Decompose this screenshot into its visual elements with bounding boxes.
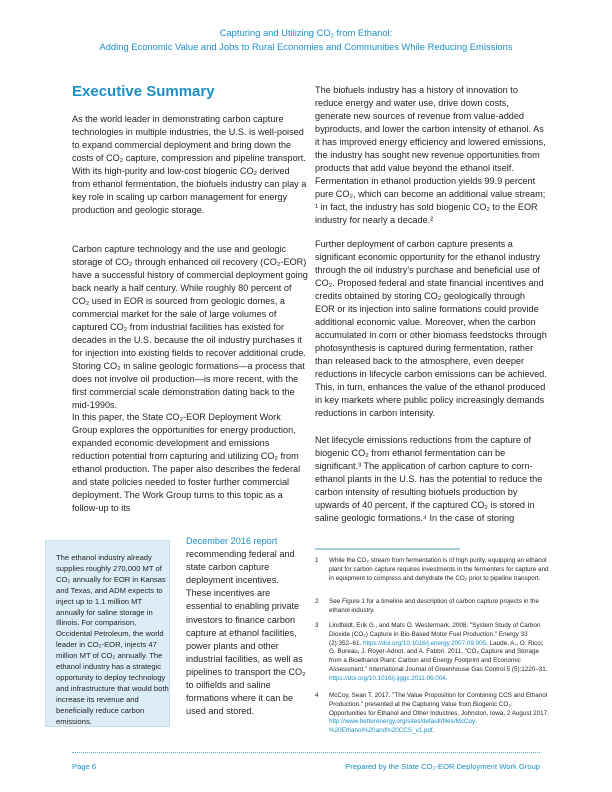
left-paragraph-3-continued: December 2016 report recommending federal and state carbon capture deployment incentives. These incentives are essential to enabling private investors to finance carbon capture at ethanol facilities, power plants and other industrial facilities, as well as pipelines to transport the CO₂ to oilfields and saline formations where it can be used and stored. — [186, 536, 306, 717]
left-paragraph-3: In this paper, the State CO₂-EOR Deployment Work Group explores the opportunities for energy production, expanded economic development and emissions reduction potential from capturing and utilizing CO₂ from ethanol production. The paper also describes the federal and state policies needed to foster further commercial deployment. The Work Group turns to this topic as a follow-up to its — [72, 412, 301, 513]
footer-divider — [72, 752, 540, 753]
header-title-line2: Adding Economic Value and Jobs to Rural Economies and Communities While Reducing Emissions — [99, 41, 513, 52]
header-title-line1: Capturing and Utilizing $CO_2$ from Ethanol: — [219, 27, 393, 40]
footnote-3: 3 Lindfeldt, Erik G., and Mats O. Westermark. 2008. "System Study of Carbon Dioxide (CO₂) Capture in Bio-Based Motor Fuel Production." Energy 33 (2):352–61. https://doi.org/10.1016/j.energy.2007.09.005. Laude, A., O. Ricci, G. Bureau, J. Royer-Adnot, and A. Fabbri. 2011. "CO₂ Capture and Storage from a Bioethanol Plant: Carbon and Energy Footprint and Economic Assessment." International Journal of Greenhouse Gas Control 5 (5):1220–31. https://doi.org/10.1016/j.ijggc.2011.06.004. — [315, 622, 548, 682]
section-heading: Executive Summary — [72, 83, 215, 100]
betterenergy-pdf-link[interactable]: http://www.betterenergy.org/sites/default/files/McCoy-%20Ethanol%20and%20CCS_v1.pdf — [329, 718, 478, 735]
callout-box — [45, 540, 170, 727]
callout-text: The ethanol industry already supplies roughly 270,000 MT of CO₂ annually for EOR in Kansas and Texas, and ADM expects to inject up to 1.1 million MT annually for saline storage in Illinois. For comparison, Occidental Petroleum, the world leader in CO₂-EOR, injects 47 million MT of CO₂ annually. The ethanol industry has a strategic opportunity to deploy technology and infrastructure that would both increase its revenue and beneficially reduce carbon emissions. — [56, 553, 169, 726]
right-paragraph-2: Further deployment of carbon capture presents a significant economic opportunity for the ethanol industry through the oil industry's purchase and beneficial use of CO₂. Proposed federal and state financial incentives and credits obtained by storing CO₂ geologically through EOR or its injection into saline formations could provide additional economic value. Moreover, when the carbon accumulated in corn or other biomass feedstocks through photosynthesis is captured during fermentation, rather than released back to the atmosphere, even deeper reductions in lifecycle carbon emissions can be achieved. This, in turn, enhances the value of the ethanol produced in key markets where public policy increasingly demands reductions in carbon intensity. — [315, 239, 547, 418]
december-2016-report-link[interactable]: December 2016 report — [186, 536, 278, 546]
right-paragraph-1: The biofuels industry has a history of innovation to reduce energy and water use, drive down costs, generate new sources of revenue from value-added byproducts, and lower the carbon intensity of ethanol. As it has improved energy efficiency and lowered emissions, the industry has sought new revenue opportunities from products that add value beyond the ethanol itself. Fermentation in ethanol production yields 99.9 percent pure CO₂, which can become an additional value stream; ¹ in fact, the industry has sold biogenic CO₂ to the EOR industry for nearly a decade.² — [315, 85, 546, 225]
footnote-divider — [315, 548, 460, 550]
left-paragraph-2: Carbon capture technology and the use and geologic storage of CO₂ through enhanced oil recovery (CO₂-EOR) have a successful history of commercial deployment going back nearly a half century. While roughly 80 percent of CO₂ used in EOR is sourced from geologic domes, a commercial market for the sale of large volumes of captured CO₂ from industrial facilities has existed for decades in the U.S. because the oil industry purchases it for injection into existing fields to recover additional crude. Storing CO₂ in saline geologic formations—a process that does not involve oil production—is more recent, with the first commercial scale demonstration dating back to the mid-1990s. — [72, 244, 308, 410]
doi-link-ijggc[interactable]: https://doi.org/10.1016/j.ijggc.2011.06.004 — [329, 674, 446, 682]
left-paragraph-1: As the world leader in demonstrating carbon capture technologies in multiple industries, the U.S. is well-poised to expand commercial deployment and bring down the costs of CO₂ capture, compression and pipeline transport. With its high-purity and low-cost biogenic CO₂ derived from ethanol fermentation, the biofuels industry can play a key role in scaling up carbon management for energy production and geologic storage. — [72, 114, 307, 215]
running-header — [0, 26, 612, 54]
footnote-1: 1 While the CO₂ stream from fermentation is of high purity, equipping an ethanol plant for carbon capture requires investments in the fermenters for capture and in equipment to compress and dehydrate the CO₂ prior to pipeline transport. — [315, 557, 549, 582]
right-paragraph-3: Net lifecycle emissions reductions from the capture of biogenic CO₂ from ethanol fermentation can be significant.³ The application of carbon capture to corn-ethanol plants in the U.S. has the potential to reduce the carbon intensity of resulting biofuels production by upwards of 40 percent, if the captured CO₂ is stored in saline geologic formations.⁴ In the case of storing — [315, 435, 543, 523]
footnote-4: 4 McCoy, Sean T. 2017. "The Value Proposition for Combining CCS and Ethanol Production." presented at the Capturing Value from Biogenic CO₂: Opportunities for Ethanol and Other Industries, Johnston, Iowa, 2 August 2017. http://www.betterenergy.org/sites/default/files/McCoy-%20Ethanol%20and%20CCS_v1.pdf. — [315, 692, 549, 735]
footnote-2: 2 See Figure 1 for a timeline and description of carbon capture projects in the ethanol industry. — [315, 598, 540, 614]
page-number: Page 6 — [72, 762, 97, 771]
footer-prepared-by: Prepared by the State CO₂-EOR Deployment Work Group — [345, 762, 540, 771]
doi-link-energy[interactable]: https://doi.org/10.1016/j.energy.2007.09.005 — [362, 639, 487, 647]
